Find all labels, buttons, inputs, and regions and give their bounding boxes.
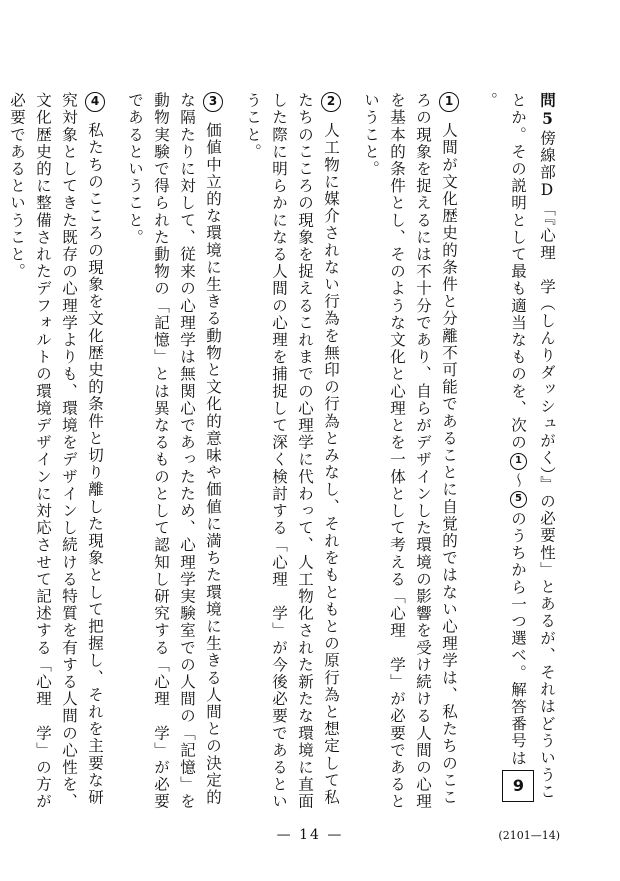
choice-range-separator: ～ xyxy=(509,472,527,490)
choice-number-1: 1 xyxy=(439,92,459,112)
choice-1[interactable] xyxy=(358,92,462,812)
exam-code: (2101—14) xyxy=(498,829,560,842)
question-label: 問5 xyxy=(538,92,557,130)
choice-number-4: 4 xyxy=(85,92,105,112)
choice-range-start: 1 xyxy=(510,453,527,470)
choice-text-4: 私たちのこころの現象を文化歴史的条件と切り離した現象として把握し、それを主要な研究対象としてきた既存の心理学よりも、環境をデザインし続ける特質を有する人間の心性を、文化歴史的に整備されたデフォルトの環境デザインに対応させて記述する「心理 学」の方が必要であるということ。 xyxy=(8,92,104,811)
question-text-part3: 。 xyxy=(480,92,498,110)
choice-2[interactable] xyxy=(240,92,344,812)
choice-3[interactable] xyxy=(122,92,226,812)
answer-number-box: 9 xyxy=(502,770,534,803)
page-number: — 14 — xyxy=(276,827,344,843)
vertical-text-body xyxy=(0,92,560,812)
choice-text-2: 人工物に媒介されない行為を無印の行為とみなし、それをもともとの原行為と想定して私たちのこころの現象を捉えるこれまでの心理学に代わって、人工物化された新たな環境に直面した際に明らかになる人間の心理を捕捉して深く検討する「心理 学」が今後必要であるということ。 xyxy=(244,92,340,811)
choice-text-3: 価値中立的な環境に生きる動物と文化的意味や価値に満ちた環境に生きる人間との決定的な隔たりに対して、従来の心理学は無関心であったため、心理学実験室での人間の「記憶」を動物実験で得られた動物の「記憶」とは異なるものとして認知し研究する「心理 学」が必要であるということ。 xyxy=(126,92,222,811)
question-5 xyxy=(476,92,560,812)
choice-number-2: 2 xyxy=(321,92,341,112)
question-text-part1: 傍線部D「『心理 学（しんりダッシュがく）』の必要性」とあるが、それはどういうことか。その説明として最も適当なものを、次の xyxy=(509,92,556,801)
choice-range-end: 5 xyxy=(510,491,527,508)
choice-text-1: 人間が文化歴史的条件と分離不可能であることに自覚的ではない心理学は、私たちのこころの現象を捉えるには不十分であり、自らがデザインした環境の影響を受け続ける人間の心理を基本的条件とし、そのような文化と心理とを一体として考える「心理 学」が必要であるということ。 xyxy=(362,92,458,811)
question-text-part2: のうちから一つ選べ。解答番号は xyxy=(509,510,527,767)
choice-4[interactable] xyxy=(4,92,108,812)
choice-number-3: 3 xyxy=(203,92,223,112)
